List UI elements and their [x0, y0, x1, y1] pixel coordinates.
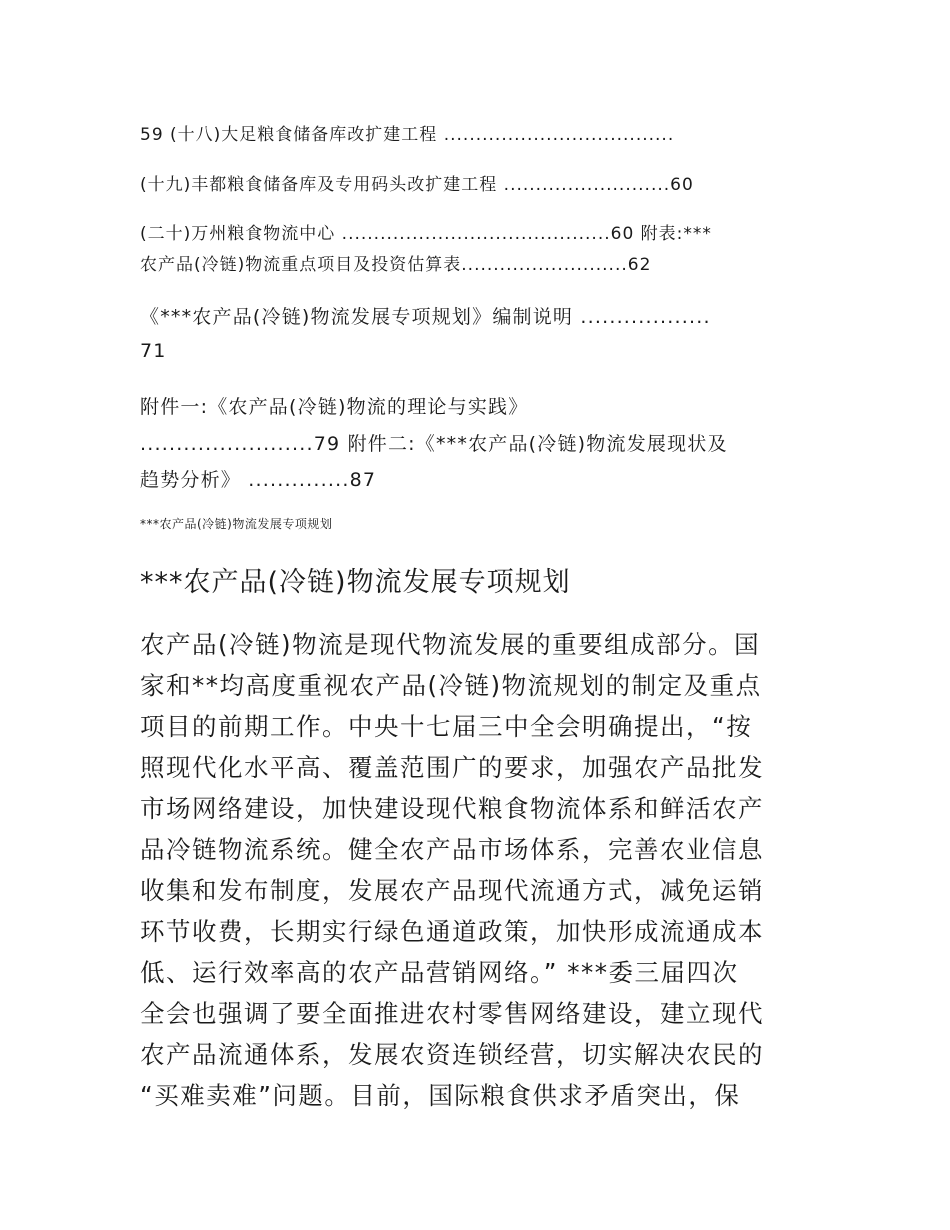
body-line: 市场网络建设，加快建设现代粮食物流体系和鲜活农产: [140, 794, 764, 823]
page-title: ***农产品(冷链)物流发展专项规划: [140, 567, 571, 598]
body-line: 家和**均高度重视农产品(冷链)物流规划的制定及重点: [140, 671, 762, 700]
running-header: ***农产品(冷链)物流发展专项规划: [140, 517, 333, 531]
body-line: “买难卖难”问题。目前，国际粮食供求矛盾突出，保: [140, 1081, 741, 1110]
toc-entry: (十九)丰都粮食储备库及专用码头改扩建工程 ..........................60: [140, 175, 694, 195]
toc-entry: ........................79 附件二:《***农产品(冷链)物流发展现状及: [140, 433, 728, 455]
body-line: 全会也强调了要全面推进农村零售网络建设，建立现代: [140, 999, 764, 1028]
toc-entry: 农产品(冷链)物流重点项目及投资估算表..........................62: [140, 255, 652, 275]
toc-entry: 附件一:《农产品(冷链)物流的理论与实践》: [140, 396, 529, 418]
body-line: 项目的前期工作。中央十七届三中全会明确提出，“按: [140, 712, 753, 741]
body-line: 环节收费，长期实行绿色通道政策，加快形成流通成本: [140, 917, 764, 946]
body-line: 收集和发布制度，发展农产品现代流通方式，减免运销: [140, 876, 764, 905]
body-line: 农产品(冷链)物流是现代物流发展的重要组成部分。国: [140, 630, 761, 659]
body-line: 农产品流通体系，发展农资连锁经营，切实解决农民的: [140, 1040, 764, 1069]
toc-entry: 71: [140, 340, 167, 362]
body-line: 品冷链物流系统。健全农产品市场体系，完善农业信息: [140, 835, 764, 864]
body-line: 照现代化水平高、覆盖范围广的要求，加强农产品批发: [140, 753, 764, 782]
toc-entry: 趋势分析》 ..............87: [140, 469, 377, 491]
toc-entry: (二十)万州粮食物流中心 ..........................................60 附表:***: [140, 224, 712, 244]
toc-entry: 59 (十八)大足粮食储备库改扩建工程 ....................................: [140, 125, 675, 145]
toc-entry: 《***农产品(冷链)物流发展专项规划》编制说明 ..................: [140, 306, 711, 328]
body-line: 低、运行效率高的农产品营销网络。” ***委三届四次: [140, 958, 739, 987]
